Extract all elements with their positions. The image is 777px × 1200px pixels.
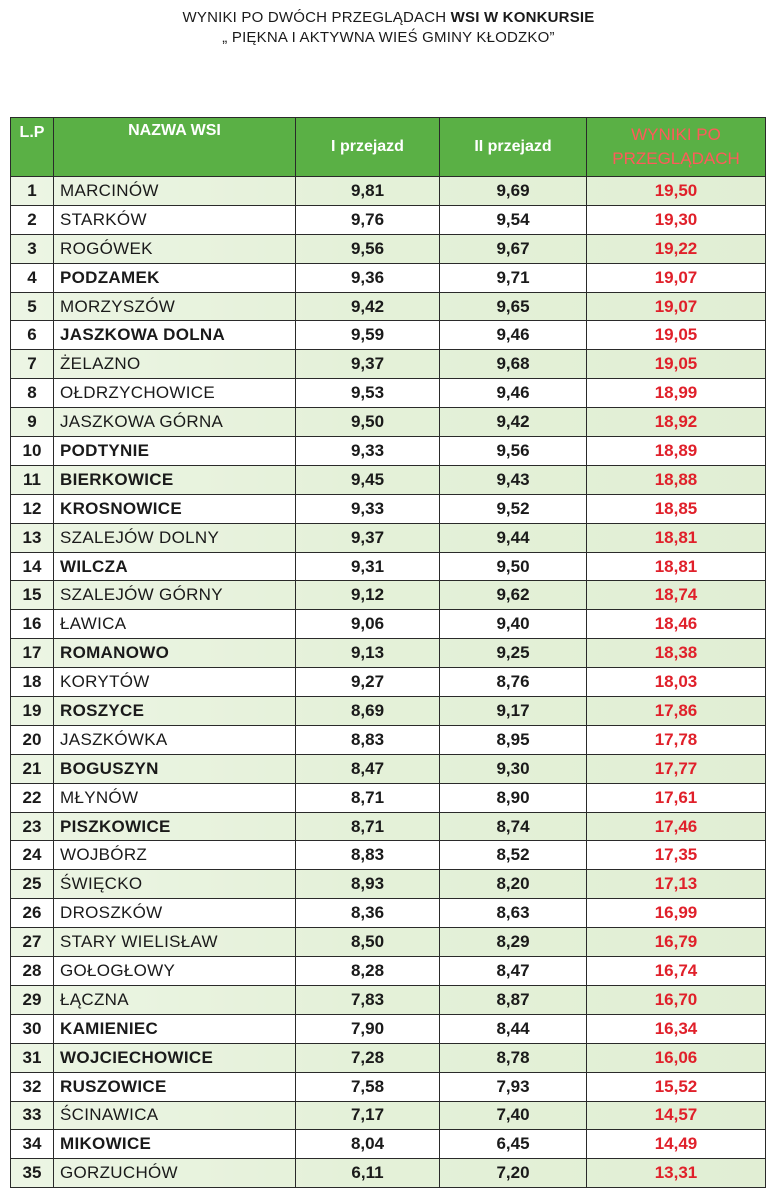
- second-round-score: 9,65: [440, 292, 587, 321]
- second-round-score: 9,30: [440, 754, 587, 783]
- table-row: [11, 379, 766, 408]
- second-round-score: 8,76: [440, 668, 587, 697]
- second-round-score: 9,56: [440, 437, 587, 466]
- village-name: ŻELAZNO: [54, 350, 296, 379]
- table-row: [11, 408, 766, 437]
- second-round-score: 8,63: [440, 899, 587, 928]
- row-number: 21: [11, 754, 54, 783]
- table-row: [11, 1043, 766, 1072]
- total-result: 18,46: [587, 610, 766, 639]
- table-row: [11, 292, 766, 321]
- table-row: [11, 552, 766, 581]
- document-title: [0, 8, 777, 48]
- row-number: 14: [11, 552, 54, 581]
- first-round-score: 9,31: [296, 552, 440, 581]
- second-round-score: 9,46: [440, 321, 587, 350]
- row-number: 23: [11, 812, 54, 841]
- village-name: ŁĄCZNA: [54, 985, 296, 1014]
- village-name: STARKÓW: [54, 205, 296, 234]
- header-results-line-2: PRZEGLĄDACH: [612, 149, 740, 168]
- village-name: WOJCIECHOWICE: [54, 1043, 296, 1072]
- village-name: WILCZA: [54, 552, 296, 581]
- first-round-score: 9,36: [296, 263, 440, 292]
- first-round-score: 9,50: [296, 408, 440, 437]
- row-number: 16: [11, 610, 54, 639]
- row-number: 34: [11, 1130, 54, 1159]
- first-round-score: 9,37: [296, 523, 440, 552]
- village-name: PODZAMEK: [54, 263, 296, 292]
- table-header-row: [11, 118, 766, 177]
- village-name: JASZKÓWKA: [54, 725, 296, 754]
- first-round-score: 9,81: [296, 177, 440, 206]
- village-name: GORZUCHÓW: [54, 1159, 296, 1188]
- first-round-score: 7,28: [296, 1043, 440, 1072]
- first-round-score: 8,36: [296, 899, 440, 928]
- village-name: ROSZYCE: [54, 697, 296, 726]
- table-row: [11, 697, 766, 726]
- row-number: 8: [11, 379, 54, 408]
- table-row: [11, 494, 766, 523]
- second-round-score: 8,29: [440, 928, 587, 957]
- row-number: 26: [11, 899, 54, 928]
- row-number: 20: [11, 725, 54, 754]
- total-result: 17,35: [587, 841, 766, 870]
- row-number: 30: [11, 1014, 54, 1043]
- table-row: [11, 1130, 766, 1159]
- second-round-score: 9,52: [440, 494, 587, 523]
- first-round-score: 7,17: [296, 1101, 440, 1130]
- first-round-score: 9,45: [296, 465, 440, 494]
- table-row: [11, 350, 766, 379]
- row-number: 22: [11, 783, 54, 812]
- table-row: [11, 957, 766, 986]
- total-result: 17,77: [587, 754, 766, 783]
- second-round-score: 6,45: [440, 1130, 587, 1159]
- total-result: 16,74: [587, 957, 766, 986]
- table-row: [11, 783, 766, 812]
- total-result: 15,52: [587, 1072, 766, 1101]
- header-results-line-1: WYNIKI PO: [631, 125, 721, 144]
- row-number: 29: [11, 985, 54, 1014]
- title-line-1-prefix: WYNIKI PO DWÓCH PRZEGLĄDACH: [182, 9, 451, 26]
- row-number: 17: [11, 639, 54, 668]
- village-name: KROSNOWICE: [54, 494, 296, 523]
- table-row: [11, 841, 766, 870]
- row-number: 32: [11, 1072, 54, 1101]
- first-round-score: 8,71: [296, 783, 440, 812]
- row-number: 9: [11, 408, 54, 437]
- table-row: [11, 321, 766, 350]
- first-round-score: 7,90: [296, 1014, 440, 1043]
- total-result: 14,57: [587, 1101, 766, 1130]
- table-row: [11, 668, 766, 697]
- village-name: ROGÓWEK: [54, 234, 296, 263]
- total-result: 18,88: [587, 465, 766, 494]
- second-round-score: 8,20: [440, 870, 587, 899]
- total-result: 18,74: [587, 581, 766, 610]
- village-name: MŁYNÓW: [54, 783, 296, 812]
- row-number: 25: [11, 870, 54, 899]
- row-number: 24: [11, 841, 54, 870]
- second-round-score: 9,43: [440, 465, 587, 494]
- table-row: [11, 1072, 766, 1101]
- village-name: SZALEJÓW DOLNY: [54, 523, 296, 552]
- first-round-score: 9,37: [296, 350, 440, 379]
- total-result: 18,38: [587, 639, 766, 668]
- table-row: [11, 754, 766, 783]
- total-result: 17,46: [587, 812, 766, 841]
- village-name: KAMIENIEC: [54, 1014, 296, 1043]
- first-round-score: 9,76: [296, 205, 440, 234]
- village-name: JASZKOWA GÓRNA: [54, 408, 296, 437]
- title-line-1: [0, 8, 777, 28]
- first-round-score: 8,83: [296, 841, 440, 870]
- header-second-round: II przejazd: [440, 118, 587, 177]
- row-number: 33: [11, 1101, 54, 1130]
- total-result: 19,05: [587, 321, 766, 350]
- total-result: 18,03: [587, 668, 766, 697]
- first-round-score: 8,69: [296, 697, 440, 726]
- second-round-score: 8,78: [440, 1043, 587, 1072]
- total-result: 19,50: [587, 177, 766, 206]
- second-round-score: 9,54: [440, 205, 587, 234]
- second-round-score: 9,44: [440, 523, 587, 552]
- row-number: 13: [11, 523, 54, 552]
- header-name: NAZWA WSI: [54, 118, 296, 177]
- total-result: 16,79: [587, 928, 766, 957]
- total-result: 16,70: [587, 985, 766, 1014]
- total-result: 18,99: [587, 379, 766, 408]
- table-row: [11, 205, 766, 234]
- row-number: 35: [11, 1159, 54, 1188]
- village-name: STARY WIELISŁAW: [54, 928, 296, 957]
- village-name: GOŁOGŁOWY: [54, 957, 296, 986]
- village-name: WOJBÓRZ: [54, 841, 296, 870]
- row-number: 6: [11, 321, 54, 350]
- village-name: BIERKOWICE: [54, 465, 296, 494]
- total-result: 19,05: [587, 350, 766, 379]
- first-round-score: 9,33: [296, 494, 440, 523]
- row-number: 12: [11, 494, 54, 523]
- second-round-score: 9,40: [440, 610, 587, 639]
- table-row: [11, 725, 766, 754]
- village-name: BOGUSZYN: [54, 754, 296, 783]
- table-row: [11, 437, 766, 466]
- first-round-score: 9,33: [296, 437, 440, 466]
- first-round-score: 8,93: [296, 870, 440, 899]
- village-name: ROMANOWO: [54, 639, 296, 668]
- total-result: 17,86: [587, 697, 766, 726]
- first-round-score: 6,11: [296, 1159, 440, 1188]
- table-row: [11, 985, 766, 1014]
- row-number: 10: [11, 437, 54, 466]
- first-round-score: 9,56: [296, 234, 440, 263]
- first-round-score: 8,47: [296, 754, 440, 783]
- village-name: OŁDRZYCHOWICE: [54, 379, 296, 408]
- village-name: MIKOWICE: [54, 1130, 296, 1159]
- row-number: 19: [11, 697, 54, 726]
- total-result: 19,30: [587, 205, 766, 234]
- row-number: 4: [11, 263, 54, 292]
- second-round-score: 9,67: [440, 234, 587, 263]
- first-round-score: 9,06: [296, 610, 440, 639]
- table-row: [11, 523, 766, 552]
- first-round-score: 8,50: [296, 928, 440, 957]
- second-round-score: 9,69: [440, 177, 587, 206]
- table-row: [11, 1159, 766, 1188]
- second-round-score: 9,42: [440, 408, 587, 437]
- table-row: [11, 812, 766, 841]
- total-result: 16,34: [587, 1014, 766, 1043]
- first-round-score: 8,71: [296, 812, 440, 841]
- village-name: ŁAWICA: [54, 610, 296, 639]
- second-round-score: 9,17: [440, 697, 587, 726]
- second-round-score: 9,68: [440, 350, 587, 379]
- table-row: [11, 870, 766, 899]
- village-name: DROSZKÓW: [54, 899, 296, 928]
- first-round-score: 9,12: [296, 581, 440, 610]
- table-row: [11, 465, 766, 494]
- second-round-score: 8,87: [440, 985, 587, 1014]
- header-first-round: I przejazd: [296, 118, 440, 177]
- row-number: 7: [11, 350, 54, 379]
- table-row: [11, 1101, 766, 1130]
- table-body: [11, 177, 766, 1188]
- first-round-score: 8,28: [296, 957, 440, 986]
- table-row: [11, 263, 766, 292]
- village-name: JASZKOWA DOLNA: [54, 321, 296, 350]
- first-round-score: 7,83: [296, 985, 440, 1014]
- village-name: PODTYNIE: [54, 437, 296, 466]
- table-row: [11, 899, 766, 928]
- table-row: [11, 1014, 766, 1043]
- second-round-score: 8,44: [440, 1014, 587, 1043]
- table-row: [11, 928, 766, 957]
- table-row: [11, 177, 766, 206]
- header-lp: L.P: [11, 118, 54, 177]
- row-number: 1: [11, 177, 54, 206]
- village-name: MARCINÓW: [54, 177, 296, 206]
- second-round-score: 7,20: [440, 1159, 587, 1188]
- title-line-1-bold: WSI W KONKURSIE: [450, 9, 595, 26]
- row-number: 28: [11, 957, 54, 986]
- second-round-score: 8,74: [440, 812, 587, 841]
- row-number: 31: [11, 1043, 54, 1072]
- table-row: [11, 581, 766, 610]
- total-result: 16,99: [587, 899, 766, 928]
- village-name: SZALEJÓW GÓRNY: [54, 581, 296, 610]
- village-name: KORYTÓW: [54, 668, 296, 697]
- second-round-score: 7,93: [440, 1072, 587, 1101]
- first-round-score: 8,83: [296, 725, 440, 754]
- second-round-score: 8,95: [440, 725, 587, 754]
- total-result: 18,81: [587, 552, 766, 581]
- first-round-score: 9,53: [296, 379, 440, 408]
- table-row: [11, 610, 766, 639]
- first-round-score: 7,58: [296, 1072, 440, 1101]
- village-name: ŚCINAWICA: [54, 1101, 296, 1130]
- total-result: 14,49: [587, 1130, 766, 1159]
- second-round-score: 9,62: [440, 581, 587, 610]
- total-result: 18,85: [587, 494, 766, 523]
- first-round-score: 9,59: [296, 321, 440, 350]
- total-result: 13,31: [587, 1159, 766, 1188]
- village-name: PISZKOWICE: [54, 812, 296, 841]
- total-result: 18,81: [587, 523, 766, 552]
- row-number: 2: [11, 205, 54, 234]
- total-result: 19,22: [587, 234, 766, 263]
- village-name: MORZYSZÓW: [54, 292, 296, 321]
- total-result: 18,92: [587, 408, 766, 437]
- second-round-score: 8,90: [440, 783, 587, 812]
- row-number: 27: [11, 928, 54, 957]
- first-round-score: 9,13: [296, 639, 440, 668]
- table-row: [11, 639, 766, 668]
- second-round-score: 8,52: [440, 841, 587, 870]
- total-result: 17,13: [587, 870, 766, 899]
- first-round-score: 8,04: [296, 1130, 440, 1159]
- header-results: [587, 118, 766, 177]
- second-round-score: 8,47: [440, 957, 587, 986]
- first-round-score: 9,42: [296, 292, 440, 321]
- second-round-score: 9,25: [440, 639, 587, 668]
- row-number: 3: [11, 234, 54, 263]
- results-table: [10, 117, 766, 1188]
- total-result: 19,07: [587, 292, 766, 321]
- row-number: 11: [11, 465, 54, 494]
- title-line-2: „ PIĘKNA I AKTYWNA WIEŚ GMINY KŁODZKO”: [222, 29, 555, 46]
- first-round-score: 9,27: [296, 668, 440, 697]
- row-number: 15: [11, 581, 54, 610]
- total-result: 17,61: [587, 783, 766, 812]
- second-round-score: 9,71: [440, 263, 587, 292]
- total-result: 19,07: [587, 263, 766, 292]
- total-result: 16,06: [587, 1043, 766, 1072]
- second-round-score: 9,50: [440, 552, 587, 581]
- village-name: ŚWIĘCKO: [54, 870, 296, 899]
- table-row: [11, 234, 766, 263]
- total-result: 17,78: [587, 725, 766, 754]
- row-number: 18: [11, 668, 54, 697]
- second-round-score: 9,46: [440, 379, 587, 408]
- total-result: 18,89: [587, 437, 766, 466]
- second-round-score: 7,40: [440, 1101, 587, 1130]
- village-name: RUSZOWICE: [54, 1072, 296, 1101]
- row-number: 5: [11, 292, 54, 321]
